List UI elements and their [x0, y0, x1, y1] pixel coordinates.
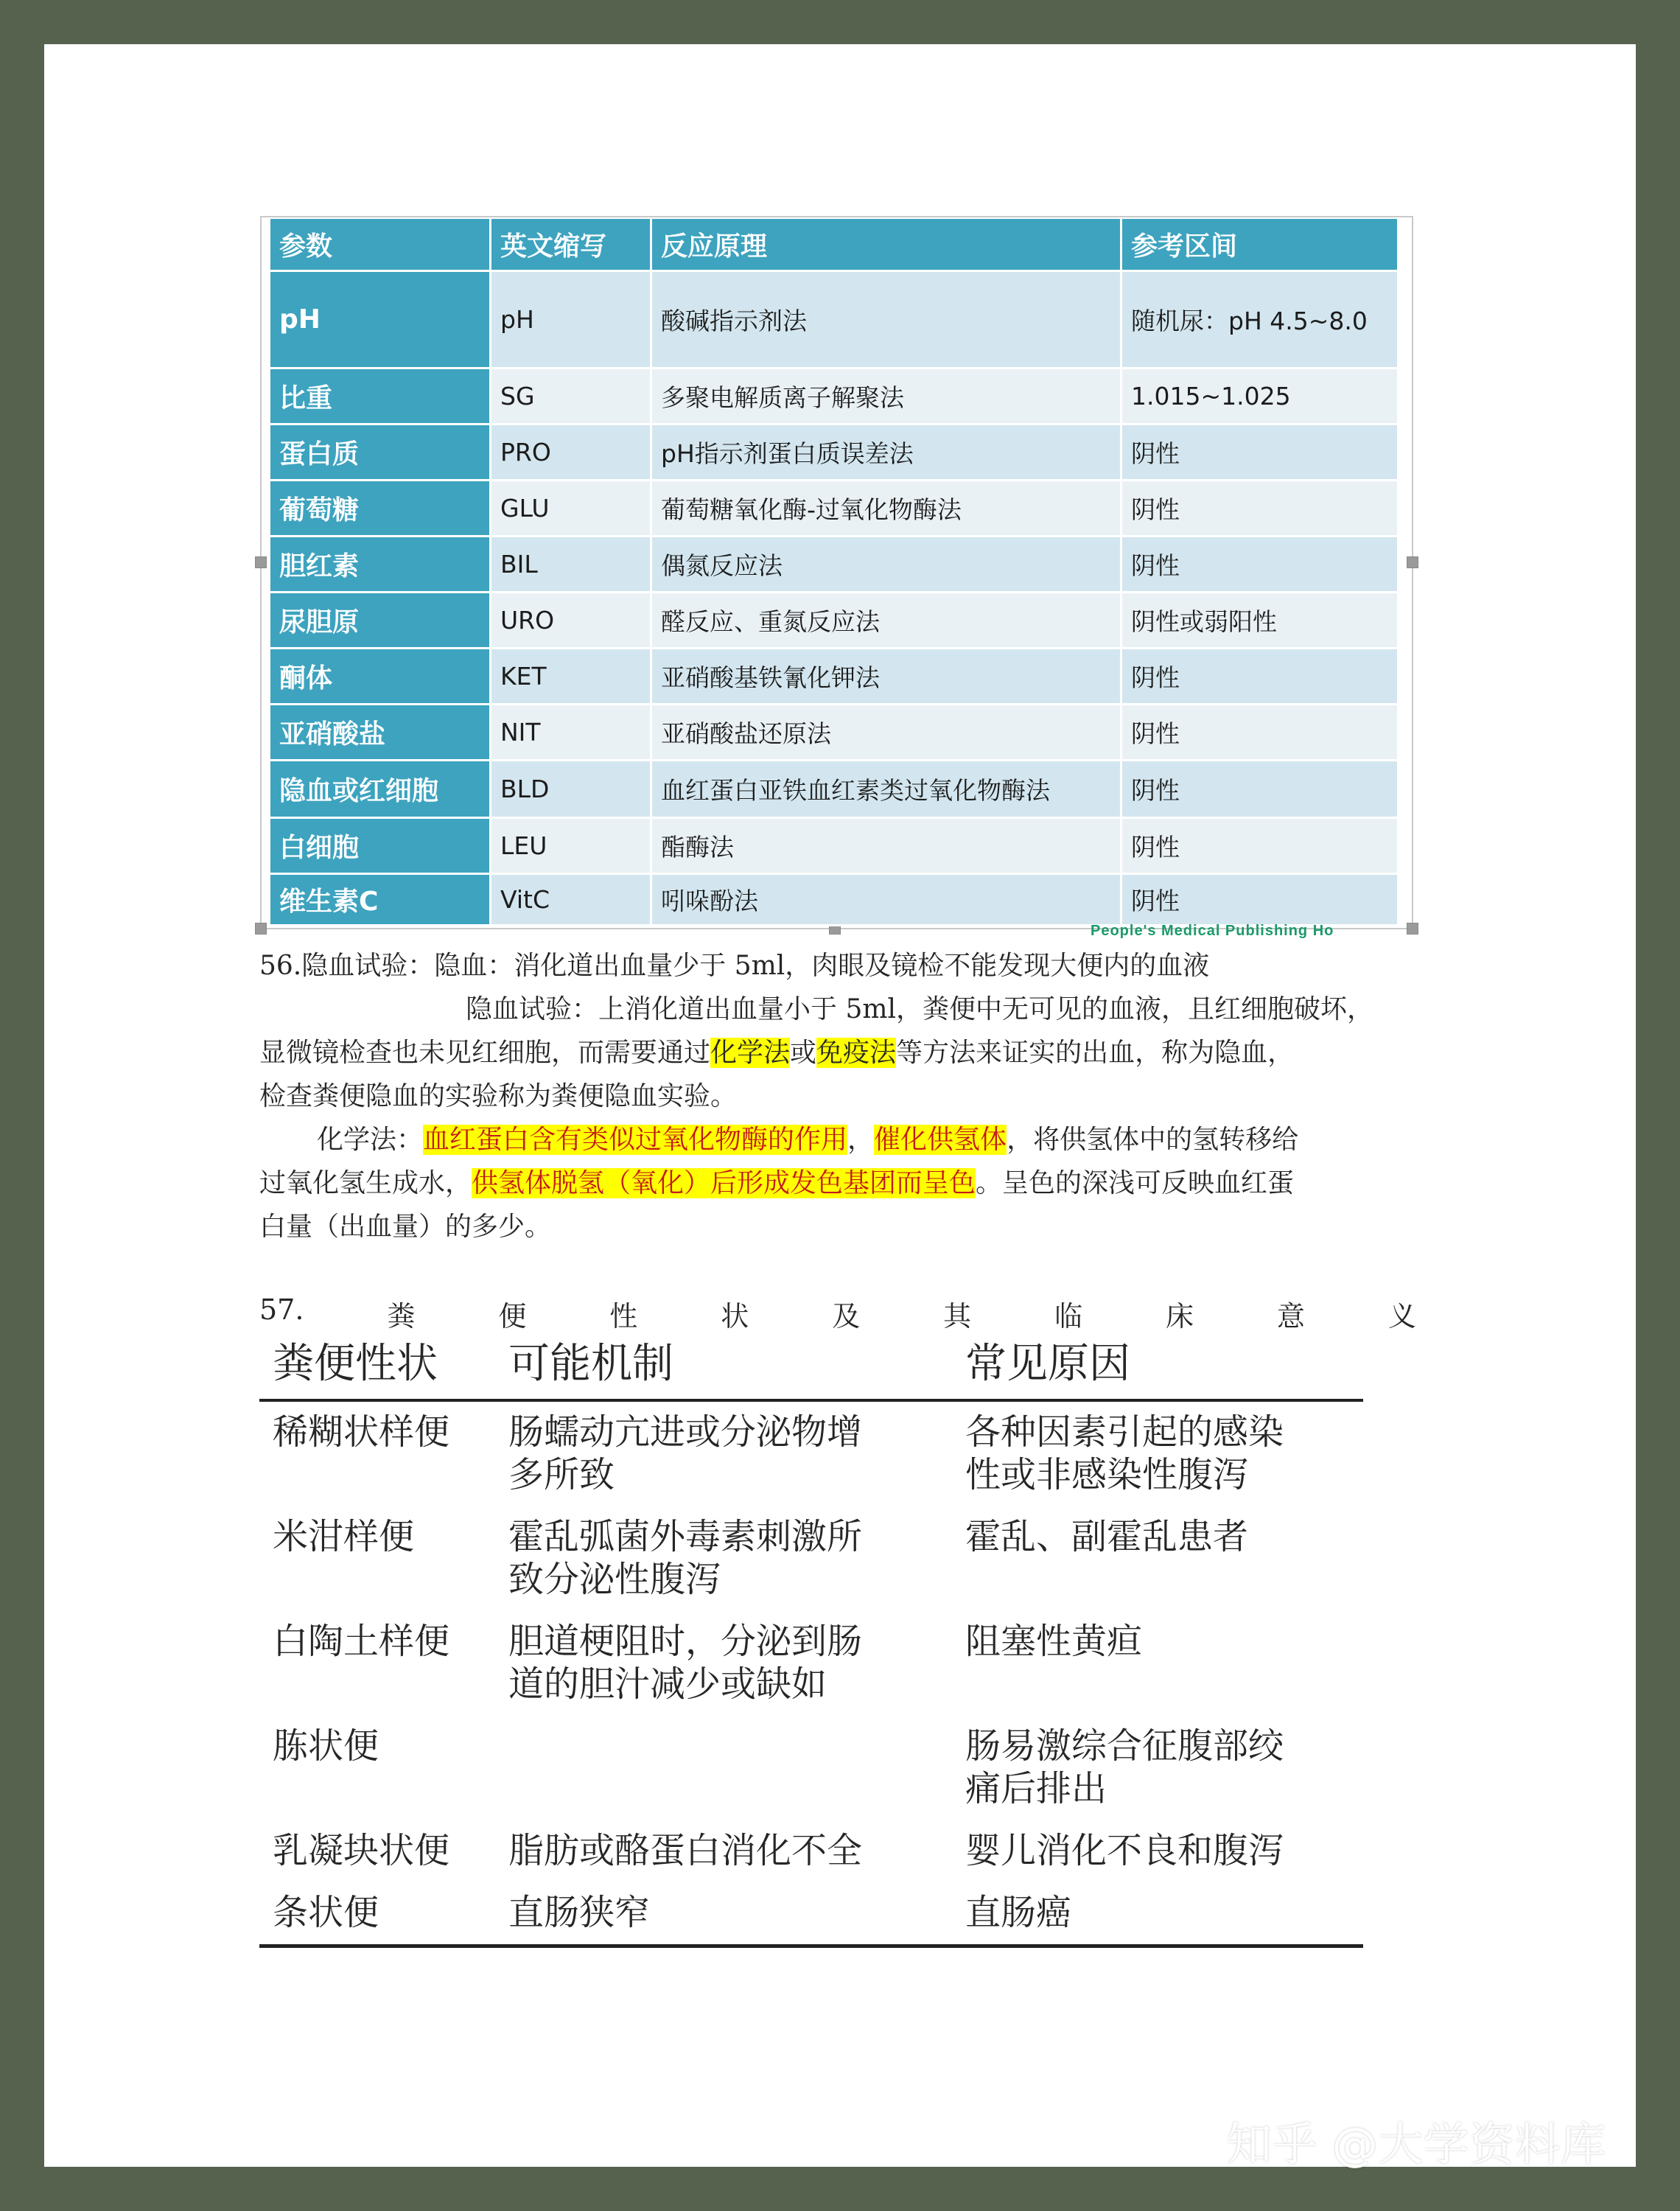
table-row [270, 761, 1399, 819]
principle-cell: 亚硝酸盐还原法 [652, 705, 1122, 761]
table-row [270, 705, 1399, 761]
table-header-row [259, 1332, 1363, 1400]
mechanism-cell [495, 1506, 952, 1611]
heading-char: 性 [609, 1300, 638, 1332]
param-cell: 维生素C [270, 875, 491, 926]
header-cell: 参数 [270, 219, 491, 272]
cell-line: 霍乱弧菌外毒素刺激所 [508, 1516, 863, 1557]
header-cell: 参考区间 [1122, 219, 1399, 272]
text-run: 过氧化氢生成水， [259, 1168, 472, 1198]
cell-line: 性或非感染性腹泻 [965, 1454, 1249, 1495]
highlight-hydrogen-donor: 催化供氢体 [874, 1125, 1007, 1155]
cell-line: 脂肪或酪蛋白消化不全 [508, 1830, 863, 1871]
urinalysis-table [270, 219, 1399, 926]
abbr-cell: KET [491, 649, 652, 705]
table-row [259, 1882, 1363, 1946]
heading-char: 状 [721, 1300, 749, 1332]
principle-cell: 偶氮反应法 [652, 537, 1122, 593]
text-run: 显微镜检查也未见红细胞，而需要通过 [259, 1038, 711, 1068]
reference-cell: 阴性 [1122, 875, 1399, 926]
cell-line: 胆道梗阻时，分泌到肠 [508, 1621, 863, 1662]
stool-shape-cell: 白陶土样便 [273, 1621, 450, 1662]
reference-cell: 阴性 [1122, 425, 1399, 481]
text-run: ，将供氢体中的氢转移给 [1007, 1125, 1299, 1155]
reference-cell: 阴性 [1122, 705, 1399, 761]
stool-shape-cell: 稀糊状样便 [273, 1411, 450, 1453]
cell-line: 痛后排出 [965, 1768, 1107, 1809]
param-cell: 尿胆原 [270, 593, 491, 649]
reference-cell: 阴性 [1122, 819, 1399, 875]
cell-line: 道的胆汁减少或缺如 [508, 1663, 827, 1705]
cause-cell [952, 1611, 1363, 1716]
section56-line7: 白量（出血量）的多少。 [259, 1212, 552, 1242]
principle-cell: 亚硝酸基铁氰化钾法 [652, 649, 1122, 705]
table-row [270, 272, 1399, 369]
resize-handle-bottom-right[interactable] [1407, 923, 1418, 935]
param-cell: 酮体 [270, 649, 491, 705]
highlight-peroxidase: 血红蛋白含有类似过氧化物酶的作用 [423, 1125, 848, 1155]
resize-handle-bottom-left[interactable] [255, 923, 267, 935]
param-cell: 比重 [270, 369, 491, 425]
cell-line: 肠蠕动亢进或分泌物增 [508, 1411, 863, 1453]
abbr-cell: PRO [491, 425, 652, 481]
section56-line6 [259, 1162, 1294, 1205]
reference-cell: 阴性或弱阳性 [1122, 593, 1399, 649]
heading-char: 其 [943, 1300, 972, 1332]
table-row [270, 649, 1399, 705]
text-run: 。呈色的深浅可反映血红蛋 [976, 1168, 1295, 1198]
table-row [259, 1716, 1363, 1820]
cell-line: 婴儿消化不良和腹泻 [965, 1830, 1284, 1871]
table-row [270, 593, 1399, 649]
table-row [259, 1611, 1363, 1716]
heading-char: 义 [1387, 1300, 1416, 1332]
cell-line: 致分泌性腹泻 [508, 1559, 721, 1600]
cause-cell [952, 1716, 1363, 1820]
header-cell: 粪便性状 [259, 1332, 495, 1400]
cell-line: 各种因素引起的感染 [965, 1411, 1284, 1453]
text-run: 化学法： [317, 1125, 424, 1155]
section56-line1: 56.隐血试验：隐血：消化道出血量少于 5ml，肉眼及镜检不能发现大便内的血液 [259, 951, 1210, 981]
mechanism-cell [495, 1716, 952, 1820]
principle-cell: pH指示剂蛋白质误差法 [652, 425, 1122, 481]
cause-cell [952, 1400, 1363, 1506]
abbr-cell: NIT [491, 705, 652, 761]
heading-char: 临 [1054, 1300, 1083, 1332]
zhihu-watermark: 知乎 @大学资料库 [1226, 2117, 1606, 2171]
cell-line: 霍乱、副霍乱患者 [965, 1516, 1249, 1557]
stool-shape-cell: 乳凝块状便 [273, 1830, 450, 1871]
reference-cell: 阴性 [1122, 649, 1399, 705]
cause-cell [952, 1506, 1363, 1611]
resize-handle-right[interactable] [1407, 556, 1418, 568]
abbr-cell: pH [491, 272, 652, 369]
table-row [270, 875, 1399, 926]
header-cell: 反应原理 [652, 219, 1122, 272]
mechanism-cell [495, 1400, 952, 1506]
abbr-cell: VitC [491, 875, 652, 926]
heading-char: 便 [498, 1300, 527, 1332]
table-header-row [270, 219, 1399, 272]
header-cell: 常见原因 [952, 1332, 1363, 1400]
header-cell: 可能机制 [495, 1332, 952, 1400]
section56-line3 [259, 1032, 1294, 1075]
publisher-watermark: People's Medical Publishing Ho [1091, 923, 1334, 939]
section56-line2: 隐血试验：上消化道出血量小于 5ml，粪便中无可见的血液，且红细胞破坏， [466, 994, 1373, 1024]
cell-line: 多所致 [508, 1454, 615, 1495]
heading-char: 床 [1166, 1300, 1194, 1332]
section56-line5 [317, 1119, 1298, 1162]
section57-heading [259, 1293, 1416, 1334]
table-row [259, 1820, 1363, 1882]
highlight-chemical-method: 化学法 [710, 1038, 791, 1068]
header-cell: 英文缩写 [491, 219, 652, 272]
reference-cell: 阴性 [1122, 537, 1399, 593]
cause-cell [952, 1820, 1363, 1882]
heading-char: 及 [832, 1300, 861, 1332]
stool-shape-cell: 胨状便 [273, 1725, 379, 1767]
param-cell: 葡萄糖 [270, 481, 491, 537]
principle-cell: 吲哚酚法 [652, 875, 1122, 926]
resize-handle-left[interactable] [255, 556, 267, 568]
heading-char: 意 [1277, 1300, 1306, 1332]
reference-cell: 随机尿：pH 4.5~8.0 [1122, 272, 1399, 369]
cell-line: 直肠狭窄 [508, 1892, 651, 1933]
principle-cell: 多聚电解质离子解聚法 [652, 369, 1122, 425]
stool-shape-cell: 米泔样便 [273, 1516, 415, 1557]
abbr-cell: SG [491, 369, 652, 425]
principle-cell: 酯酶法 [652, 819, 1122, 875]
heading-char: 粪 [387, 1300, 416, 1332]
table-row [270, 369, 1399, 425]
cell-line: 肠易激综合征腹部绞 [965, 1725, 1284, 1767]
highlight-chromophore: 供氢体脱氢（氧化）后形成发色基团而呈色 [472, 1168, 976, 1198]
param-cell: 亚硝酸盐 [270, 705, 491, 761]
principle-cell: 葡萄糖氧化酶-过氧化物酶法 [652, 481, 1122, 537]
abbr-cell: URO [491, 593, 652, 649]
heading-char: 57. [259, 1293, 304, 1326]
table-row [259, 1400, 1363, 1506]
param-cell: pH [270, 272, 491, 369]
reference-cell: 1.015~1.025 [1122, 369, 1399, 425]
param-cell: 白细胞 [270, 819, 491, 875]
cell-line: 直肠癌 [965, 1892, 1072, 1933]
param-cell: 隐血或红细胞 [270, 761, 491, 819]
principle-cell: 酸碱指示剂法 [652, 272, 1122, 369]
text-run: 或 [790, 1038, 817, 1068]
abbr-cell: BLD [491, 761, 652, 819]
table-row [270, 481, 1399, 537]
mechanism-cell [495, 1611, 952, 1716]
mechanism-cell [495, 1820, 952, 1882]
text-run: ， [847, 1125, 875, 1155]
param-cell: 蛋白质 [270, 425, 491, 481]
table-row [270, 425, 1399, 481]
cell-line: 阻塞性黄疸 [965, 1621, 1143, 1662]
table-row [259, 1506, 1363, 1611]
param-cell: 胆红素 [270, 537, 491, 593]
text-run: 等方法来证实的出血，称为隐血， [896, 1038, 1295, 1068]
table-row [270, 819, 1399, 875]
highlight-immune-method: 免疫法 [816, 1038, 897, 1068]
table-row [270, 537, 1399, 593]
mechanism-cell [495, 1882, 952, 1946]
urinalysis-table-frame [260, 216, 1413, 929]
abbr-cell: LEU [491, 819, 652, 875]
reference-cell: 阴性 [1122, 761, 1399, 819]
cause-cell [952, 1882, 1363, 1946]
reference-cell: 阴性 [1122, 481, 1399, 537]
stool-shape-cell: 条状便 [259, 1882, 495, 1946]
section56-line4: 检查粪便隐血的实验称为粪便隐血实验。 [259, 1081, 738, 1111]
stool-table [259, 1332, 1363, 1948]
principle-cell: 血红蛋白亚铁血红素类过氧化物酶法 [652, 761, 1122, 819]
principle-cell: 醛反应、重氮反应法 [652, 593, 1122, 649]
abbr-cell: BIL [491, 537, 652, 593]
abbr-cell: GLU [491, 481, 652, 537]
